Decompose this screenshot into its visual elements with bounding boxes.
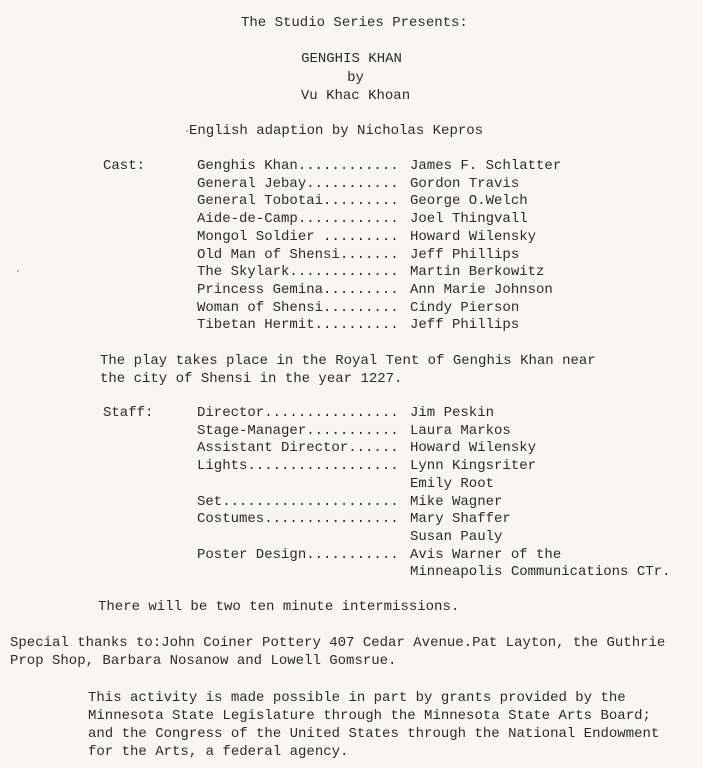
thanks-line-1: Special thanks to:John Coiner Pottery 407 Cedar Avenue.Pat Layton, the Guthrie (10, 635, 666, 651)
by-line: by (347, 70, 364, 86)
cast-role: Old Man of Shensi....... (197, 246, 399, 263)
thanks-line-2: Prop Shop, Barbara Nosanow and Lowell Gomsrue. (10, 653, 397, 669)
grant-line-1: This activity is made possible in part by grants provided by the (88, 690, 626, 706)
presents-line: The Studio Series Presents: (241, 15, 468, 31)
staff-label: Staff: (103, 405, 154, 421)
staff-name: Mike Wagner (410, 493, 503, 510)
play-title: GENGHIS KHAN (301, 51, 402, 67)
staff-name: Lynn Kingsriter (410, 458, 537, 475)
cast-name: Ann Marie Johnson (410, 281, 553, 298)
cast-role: Woman of Shensi......... (197, 299, 399, 316)
cast-name: Jeff Phillips (410, 246, 520, 263)
staff-name: Mary Shaffer (410, 511, 511, 528)
staff-role: Set..................... (197, 493, 399, 510)
cast-role: Princess Gemina......... (197, 281, 399, 298)
cast-name: Cindy Pierson (410, 299, 520, 316)
paper-speck (186, 130, 188, 132)
cast-name: Gordon Travis (410, 175, 520, 192)
staff-role: Poster Design........... (197, 546, 399, 563)
cast-name: Jeff Phillips (410, 317, 520, 334)
setting-line-2: the city of Shensi in the year 1227. (100, 371, 403, 387)
grant-line-3: and the Congress of the United States through the National Endowment (88, 726, 660, 742)
cast-name: Martin Berkowitz (410, 264, 545, 281)
cast-role: Aide-de-Camp............ (197, 211, 399, 228)
cast-name: Howard Wilensky (410, 228, 537, 245)
staff-role: Costumes................ (197, 511, 399, 528)
staff-name: Emily Root (410, 475, 495, 492)
staff-role: Stage-Manager........... (197, 422, 399, 439)
staff-name: Laura Markos (410, 422, 511, 439)
grant-line-4: for the Arts, a federal agency. (88, 744, 349, 760)
cast-name: Joel Thingvall (410, 211, 528, 228)
paper-speck (17, 270, 19, 272)
cast-role: Genghis Khan............ (197, 158, 399, 174)
intermissions-note: There will be two ten minute intermissions. (98, 599, 460, 615)
staff-name: Minneapolis Communications CTr. (410, 564, 671, 581)
cast-name: George O.Welch (410, 193, 528, 210)
staff-role: Lights.................. (197, 458, 399, 475)
setting-line-1: The play takes place in the Royal Tent of Genghis Khan near (100, 353, 596, 369)
author-name: Vu Khac Khoan (300, 88, 411, 104)
cast-role: Mongol Soldier ......... (197, 228, 399, 245)
staff-role: Assistant Director...... (197, 440, 399, 457)
staff-name: Jim Peskin (410, 405, 495, 421)
staff-name: Avis Warner of the (410, 546, 562, 563)
cast-label: Cast: (103, 158, 146, 174)
cast-role: The Skylark............. (197, 264, 399, 281)
grant-line-2: Minnesota State Legislature through the Minnesota State Arts Board; (88, 708, 651, 724)
cast-role: General Jebay........... (197, 175, 399, 192)
staff-name: Susan Pauly (410, 528, 503, 545)
staff-name: Howard Wilensky (410, 440, 537, 457)
cast-name: James F. Schlatter (410, 158, 562, 174)
cast-role: General Tobotai......... (197, 193, 399, 210)
adaption-line: English adaption by Nicholas Kepros (189, 123, 484, 139)
cast-role: Tibetan Hermit.......... (197, 317, 399, 334)
staff-role: Director................ (197, 405, 399, 421)
